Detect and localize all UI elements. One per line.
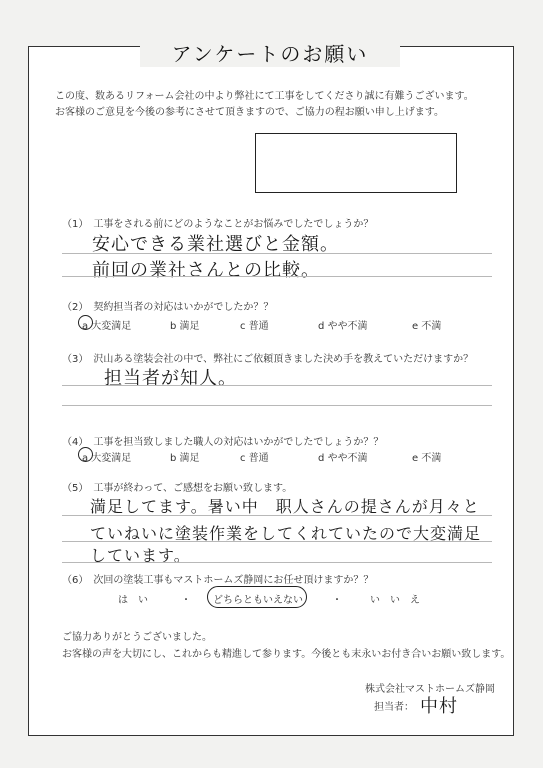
q2-option-e: e 不満 [412,321,442,332]
answer-line [62,253,492,254]
question-5-answer-3: しています。 [90,546,191,565]
q6-option-yes: は い [118,595,148,606]
q6-separator: ・ [332,595,342,606]
question-3-label: （3） 沢山ある塗装会社の中で、弊社にご依頼頂きました決め手を教えていただけますか？ [62,354,474,365]
q2-option-c: c 普通 [240,321,269,332]
intro-line-2: お客様のご意見を今後の参考にさせて頂きますので、ご協力の程お願い申し上げます。 [55,107,444,118]
question-6-label: （6） 次回の塗装工事もマストホームズ静岡にお任せ頂けますか？？ [62,575,374,586]
q6-separator: ・ [181,595,191,606]
footer-message: お客様の声を大切にし、これからも精進して参ります。今後とも末永いお付き合いお願い致します。 [62,649,511,660]
page-title: アンケートのお願い [140,38,400,67]
q2-option-a: a 大変満足 [82,321,132,332]
intro-line-1: この度、数あるリフォーム会社の中より弊社にて工事をしてくださり誠に有難うございます。 [55,91,474,102]
footer-thanks: ご協力ありがとうございました。 [62,632,212,643]
question-5-answer-2: ていねいに塗装作業をしてくれていたので大変満足 [90,524,482,543]
answer-line [62,541,492,542]
answer-line [62,405,492,406]
question-5-label: （5） 工事が終わって、ご感想をお願い致します。 [62,483,293,494]
staff-name: 中村 [420,696,458,717]
question-1-answer-1: 安心できる業社選びと金額。 [92,234,339,255]
q4-option-e: e 不満 [412,453,442,464]
question-4-label: （4） 工事を担当致しました職人の対応はいかがでしたでしょうか？？ [62,437,384,448]
q6-option-no: い い え [370,595,420,606]
question-1-answer-2: 前回の業社さんとの比較。 [92,260,320,281]
customer-name-box [255,133,457,193]
answer-line [62,276,492,277]
question-3-answer: 担当者が知人。 [104,368,237,389]
company-name: 株式会社マストホームズ静岡 [365,684,495,695]
staff-label: 担当者： [374,702,414,713]
q2-option-b: b 満足 [170,321,200,332]
question-5-answer-1: 満足してます。暑い中 职人さんの提さんが月々と [90,497,480,516]
answer-line [62,385,492,386]
q4-option-d: d やや不満 [318,453,368,464]
q4-option-a: a 大変満足 [82,453,132,464]
q4-option-b: b 満足 [170,453,200,464]
q2-option-d: d やや不満 [318,321,368,332]
q6-option-neither: どちらともいえない [213,595,303,606]
question-1-label: （1） 工事をされる前にどのようなことがお悩みでしたでしょうか？ [62,219,374,230]
answer-line [62,515,492,516]
q4-option-c: c 普通 [240,453,269,464]
answer-line [62,562,492,563]
question-2-label: （2） 契約担当者の対応はいかがでしたか？？ [62,302,274,313]
